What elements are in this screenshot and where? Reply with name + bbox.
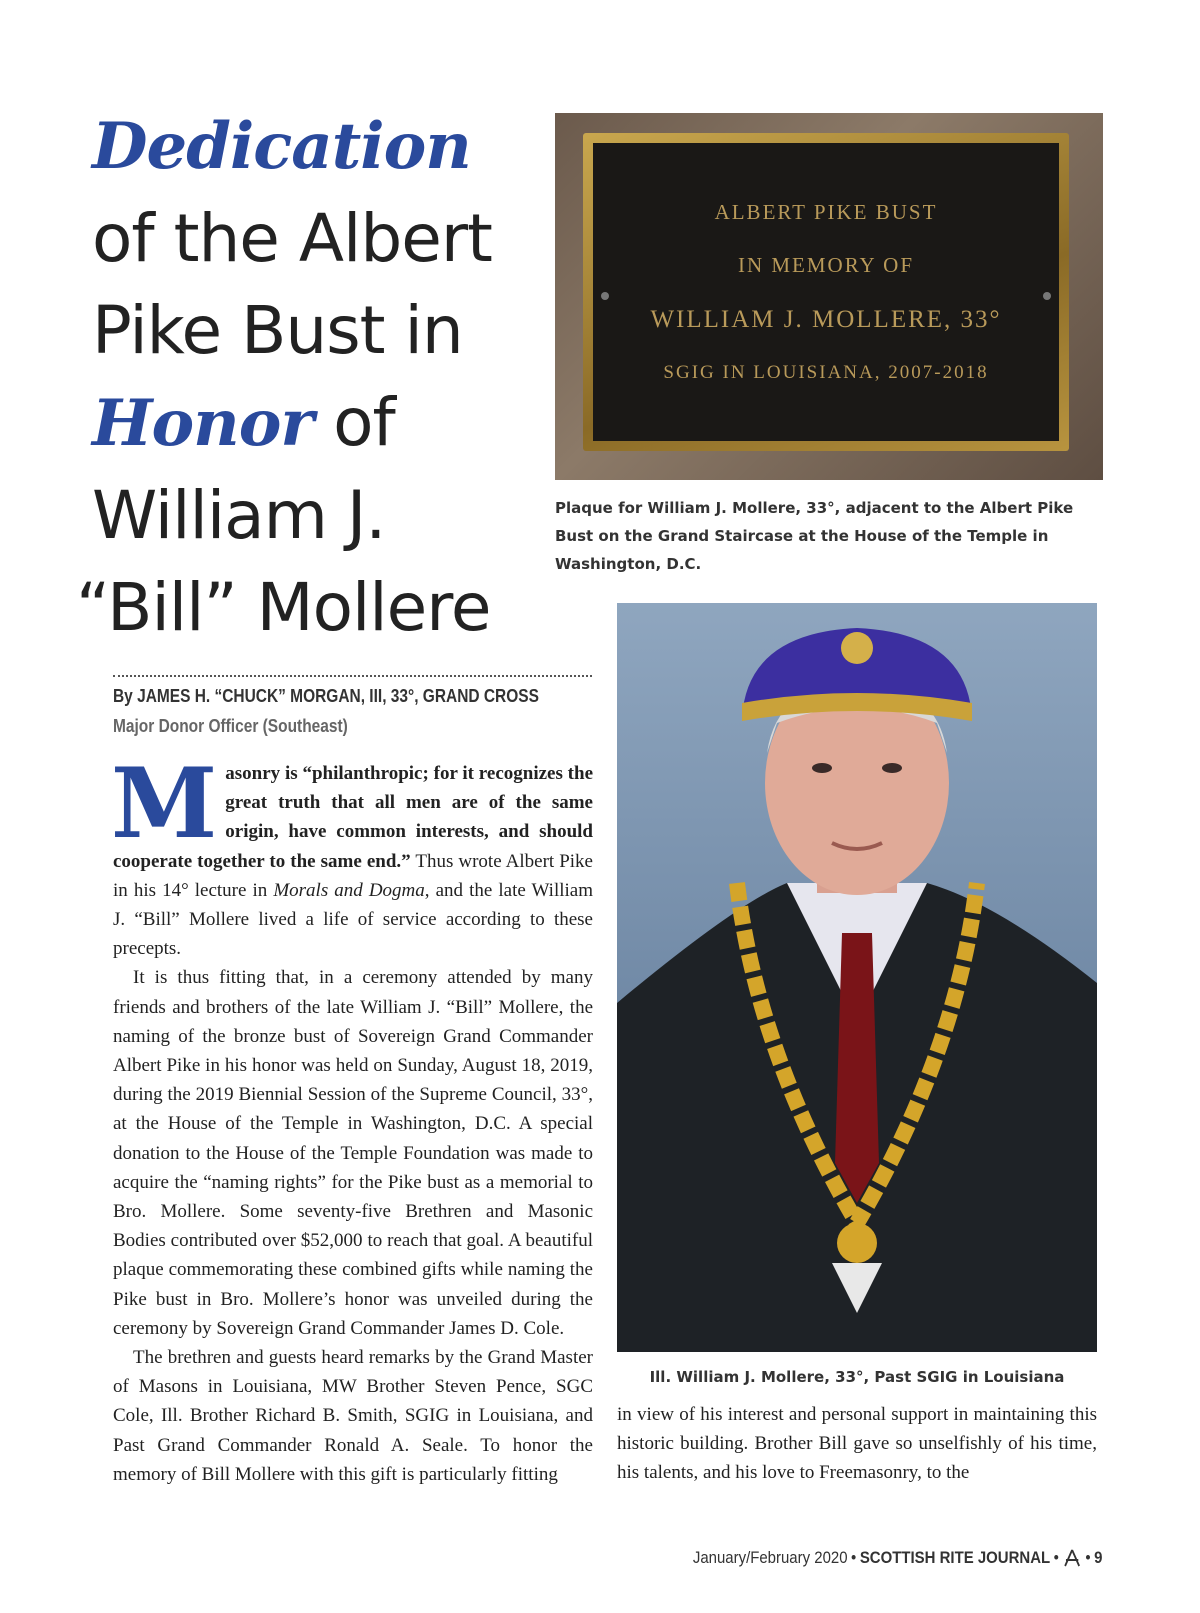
author-byline: By JAMES H. “CHUCK” MORGAN, III, 33°, GRAND CROSS (113, 686, 539, 706)
plaque-frame (583, 133, 1069, 451)
paragraph: The brethren and guests heard remarks by the Grand Master of Masons in Louisiana, MW Brother Steven Pence, SGC Cole, Ill. Brother Richard B. Smith, SGIG in Louisiana, and Past Grand Commander Ronald A. Seale. To honor the memory of Bill Mollere with this gift is particularly fitting (113, 1347, 593, 1485)
screw-icon (601, 292, 609, 300)
title-dedication: Dedication (92, 109, 471, 184)
plaque-face (593, 143, 1059, 441)
page-footer: January/February 2020 • SCOTTISH RITE JOURNAL • • 9 (692, 1548, 1102, 1567)
drop-cap: M (111, 747, 218, 860)
title-line: of the Albert (92, 200, 492, 277)
divider (113, 675, 592, 677)
plaque-text: WILLIAM J. MOLLERE, 33° (650, 306, 1002, 333)
title-honor: Honor (92, 386, 314, 461)
paragraph: in view of his interest and personal support in maintaining this historic building. Brother Bill gave so unselfishly of his time, his talents, and his love to Freemasonry, to the (617, 1404, 1097, 1484)
paragraph: It is thus fitting that, in a ceremony attended by many friends and brothers of the late William J. “Bill” Mollere, the naming of the bronze bust of Sovereign Grand Commander Albert Pike in his honor was held on Sunday, August 18, 2019, during the 2019 Biennial Session of the Supreme Council, 33°, at the House of the Temple in Washington, D.C. A special donation to the House of the Temple Foundation was made to acquire the “naming rights” for the Pike bust as a memorial to Bro. Mollere. Some seventy-five Brethren and Masonic Bodies contributed over $52,000 to reach that goal. A beautiful plaque commemorating these combined gifts while naming the Pike bust in Bro. Mollere’s honor was unveiled during the ceremony by Sovereign Grand Commander James D. Cole. (113, 967, 593, 1339)
article-column-1 (111, 747, 593, 1489)
plaque-text: ALBERT PIKE BUST (714, 200, 938, 224)
title-line: William J. (92, 477, 386, 554)
paragraph-text: Thus wrote Albert Pike in his 14° lecture in (113, 850, 593, 901)
paragraph (111, 747, 593, 963)
portrait-photo (617, 603, 1097, 1352)
issue-date: January/February 2020 (692, 1548, 848, 1567)
author-role: Major Donor Officer (Southeast) (113, 716, 348, 736)
plaque-text: IN MEMORY OF (737, 253, 915, 277)
portrait-illustration (617, 603, 1097, 1352)
plaque-text: SGIG IN LOUISIANA, 2007-2018 (663, 362, 989, 383)
screw-icon (1043, 292, 1051, 300)
book-title: Morals and Dogma (273, 879, 425, 901)
plaque-photo (555, 113, 1103, 480)
title-line: of (313, 384, 395, 461)
paragraph-text: , and the late William J. “Bill” Mollere lived a life of service according to these precepts. (113, 879, 593, 960)
portrait-caption: Ill. William J. Mollere, 33°, Past SGIG in Louisiana (649, 1368, 1065, 1386)
article-column-2 (617, 1400, 1097, 1488)
journal-name: SCOTTISH RITE JOURNAL (859, 1548, 1050, 1567)
title-line: Pike Bust in (92, 292, 463, 369)
article-title (76, 100, 552, 654)
title-line: “Bill” Mollere (76, 569, 491, 646)
masonic-emblem-icon (1062, 1549, 1081, 1567)
plaque-caption: Plaque for William J. Mollere, 33°, adjacent to the Albert Pike Bust on the Grand Staircase at the House of the Temple in Washington, D.C. (555, 499, 1074, 573)
lead-quote: asonry is “philanthropic; for it recognizes the great truth that all men are of the same origin, have common interests, and should cooperate together to the same end.” (113, 763, 593, 872)
page-number: 9 (1093, 1548, 1102, 1567)
